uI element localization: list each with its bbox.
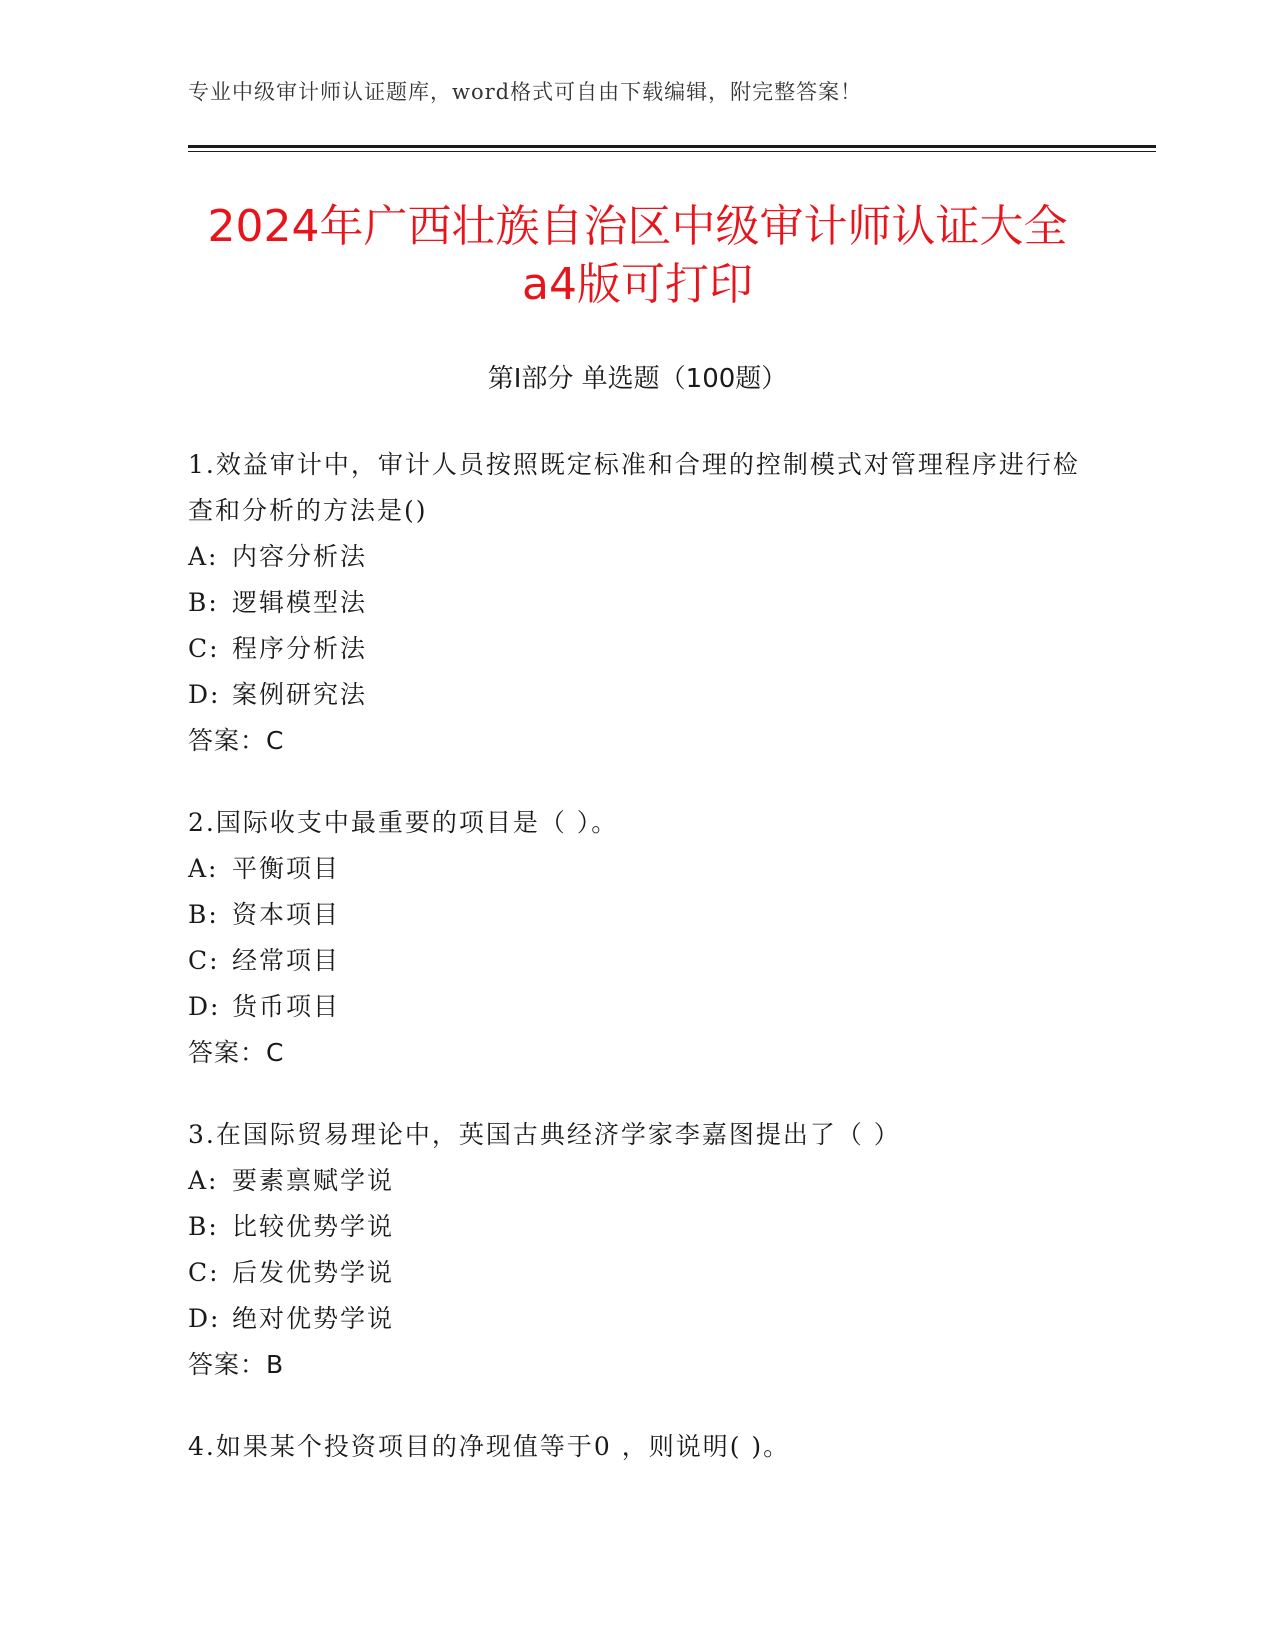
option-key: D: <box>188 1304 221 1333</box>
option-a <box>188 846 1088 892</box>
option-text: 逻辑模型法 <box>232 588 368 617</box>
section-title: 第I部分 单选题（100题） <box>487 364 788 394</box>
option-c <box>188 626 1088 672</box>
option-key: C: <box>188 946 220 975</box>
option-key: D: <box>188 680 221 709</box>
option-text: 后发优势学说 <box>232 1258 395 1287</box>
option-key: D: <box>188 992 221 1021</box>
option-b <box>188 1204 1088 1250</box>
question-2 <box>188 800 1088 1076</box>
option-d <box>188 1296 1088 1342</box>
option-d <box>188 672 1088 718</box>
option-text: 比较优势学说 <box>232 1212 395 1241</box>
option-key: C: <box>188 1258 220 1287</box>
option-text: 案例研究法 <box>232 680 368 709</box>
question-stem: 4.如果某个投资项目的净现值等于0 ，则说明( )。 <box>188 1432 791 1461</box>
option-key: A: <box>188 542 219 571</box>
option-text: 货币项目 <box>232 992 341 1021</box>
option-text: 要素禀赋学说 <box>232 1166 395 1195</box>
option-text: 程序分析法 <box>232 634 368 663</box>
option-b <box>188 580 1088 626</box>
question-stem: 1.效益审计中，审计人员按照既定标准和合理的控制模式对管理程序进行检查和分析的方法是() <box>188 450 1080 525</box>
option-key: B: <box>188 900 219 929</box>
question-stem: 3.在国际贸易理论中，英国古典经济学家李嘉图提出了（ ） <box>188 1120 901 1149</box>
title-line-1: 2024年广西壮族自治区中级审计师认证大全 <box>207 201 1068 252</box>
question-stem: 2.国际收支中最重要的项目是（ ）。 <box>188 808 619 837</box>
header-note: 专业中级审计师认证题库，word格式可自由下载编辑，附完整答案！ <box>188 80 863 104</box>
option-a <box>188 534 1088 580</box>
document-title <box>0 198 1275 314</box>
option-b <box>188 892 1088 938</box>
option-key: A: <box>188 854 219 883</box>
option-d <box>188 984 1088 1030</box>
option-key: B: <box>188 588 219 617</box>
option-a <box>188 1158 1088 1204</box>
option-key: B: <box>188 1212 219 1241</box>
answer: 答案：C <box>188 726 285 755</box>
question-4 <box>188 1424 1088 1470</box>
question-3 <box>188 1112 1088 1388</box>
question-list <box>188 442 1088 1506</box>
answer: 答案：B <box>188 1350 285 1379</box>
title-line-2: a4版可打印 <box>522 259 753 310</box>
option-c <box>188 1250 1088 1296</box>
header-divider-thin <box>188 151 1156 152</box>
option-c <box>188 938 1088 984</box>
option-text: 资本项目 <box>232 900 341 929</box>
option-key: A: <box>188 1166 219 1195</box>
option-key: C: <box>188 634 220 663</box>
option-text: 平衡项目 <box>232 854 341 883</box>
option-text: 经常项目 <box>232 946 341 975</box>
question-1 <box>188 442 1088 764</box>
header-divider-thick <box>188 145 1156 148</box>
option-text: 内容分析法 <box>232 542 368 571</box>
answer: 答案：C <box>188 1038 285 1067</box>
option-text: 绝对优势学说 <box>232 1304 395 1333</box>
